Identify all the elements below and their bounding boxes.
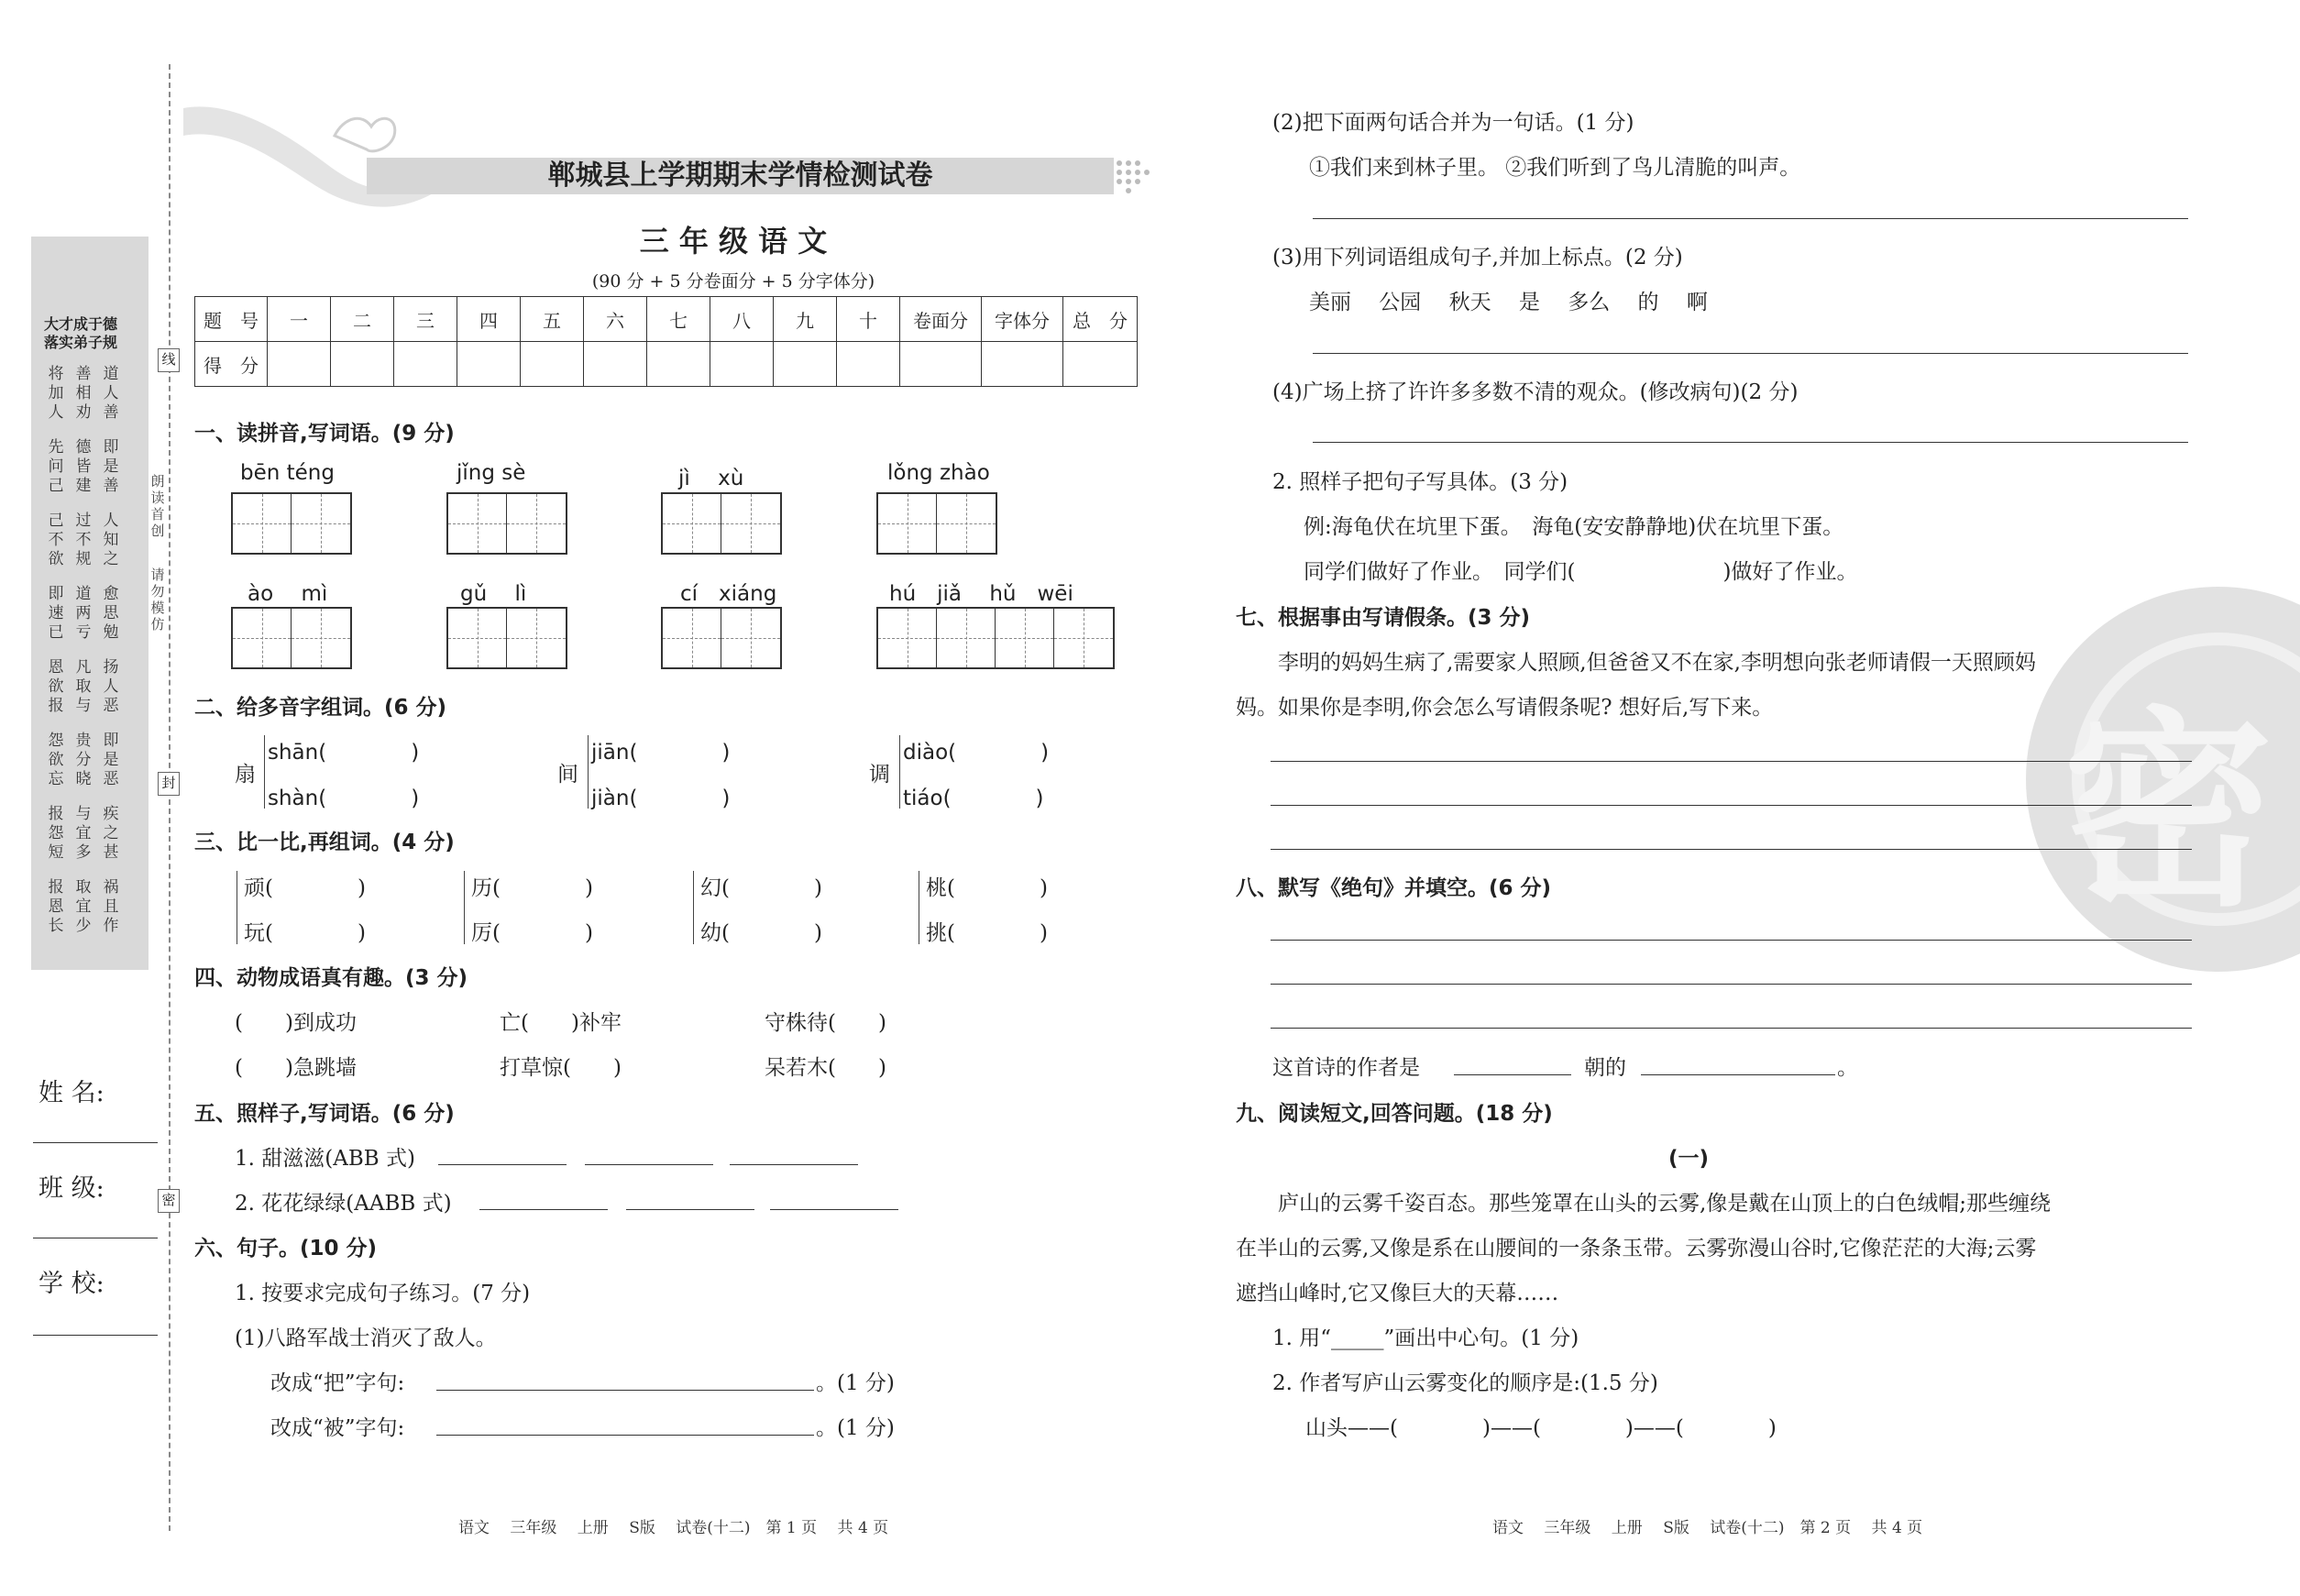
idiom-item[interactable]: 打草惊( ) <box>500 1056 622 1080</box>
motto-column: 取宜少 <box>75 878 92 935</box>
score-table <box>194 296 1138 387</box>
brace <box>264 735 265 809</box>
brace <box>588 735 589 809</box>
motto-column: 将加人 <box>48 365 64 422</box>
polyphone-item[interactable]: shàn( ) <box>268 787 420 810</box>
score-cell[interactable] <box>331 342 394 387</box>
score-note: (90 分 + 5 分卷面分 + 5 分字体分) <box>591 271 875 292</box>
compare-item[interactable]: 挑( ) <box>926 921 1048 945</box>
s3-label: (3)用下列词语组成句子,并加上标点。(2 分) <box>1272 246 1683 270</box>
motto-column: 人知之 <box>103 512 119 568</box>
score-header-cell: 八 <box>710 297 774 342</box>
brace <box>464 871 465 944</box>
motto-column: 即是善 <box>103 438 119 495</box>
footer-right: 语文 三年级 上册 S版 试卷(十二) 第 2 页 共 4 页 <box>1492 1519 1923 1537</box>
motto-header-line: 落实弟子规 <box>44 334 118 351</box>
secret-stamp <box>2026 587 2300 972</box>
score-header-cell: 十 <box>837 297 900 342</box>
fold-mark: 密 <box>158 1189 180 1213</box>
points: 。(1 分) <box>816 1416 895 1440</box>
q9-title: 九、阅读短文,回答问题。(18 分) <box>1236 1102 1553 1126</box>
pinyin-label: hú jiǎ hǔ wēi <box>889 582 1073 606</box>
q9-a1: 1. 用“_____”画出中心句。(1 分) <box>1272 1326 1579 1350</box>
q8-period: 。 <box>1837 1056 1858 1080</box>
answer-line[interactable] <box>1271 805 2192 806</box>
s3-text: 美丽 公园 秋天 是 多么 的 啊 <box>1309 291 1708 314</box>
score-header-cell: 三 <box>394 297 457 342</box>
answer-line[interactable] <box>1271 940 2192 941</box>
answer-line[interactable] <box>1271 1028 2192 1029</box>
exam-title: 郸城县上学期期末学情检测试卷 <box>547 160 933 192</box>
score-cell[interactable] <box>394 342 457 387</box>
brace <box>693 871 694 944</box>
motto-column: 贵分晓 <box>75 732 92 788</box>
q5-title: 五、照样子,写词语。(6 分) <box>194 1102 455 1126</box>
q8-dynasty-label: 朝的 <box>1584 1056 1626 1080</box>
motto-column: 愈思勉 <box>103 585 119 642</box>
fold-mark: 线 <box>158 348 180 372</box>
name-field[interactable] <box>33 1142 158 1143</box>
q6-title: 六、句子。(10 分) <box>194 1237 378 1260</box>
motto-header-line: 大才成于德 <box>44 315 118 333</box>
answer-line[interactable] <box>730 1164 858 1165</box>
s2-text: ①我们来到林子里。 ②我们听到了鸟儿清脆的叫声。 <box>1309 156 1801 180</box>
p2-question[interactable]: 同学们做好了作业。 同学们( )做好了作业。 <box>1304 560 1858 584</box>
bei-label: 改成“被”字句: <box>270 1416 405 1440</box>
score-header-cell: 二 <box>331 297 394 342</box>
answer-line[interactable] <box>585 1164 713 1165</box>
polyphone-item[interactable]: shān( ) <box>268 741 420 765</box>
score-header-cell: 九 <box>774 297 837 342</box>
passage-line: 庐山的云雾千姿百态。那些笼罩在山头的云雾,像是戴在山顶上的白色绒帽;那些缠绕 <box>1278 1192 2052 1216</box>
school-label: 学 校: <box>39 1270 105 1298</box>
score-header-row <box>195 297 1138 342</box>
idiom-item[interactable]: 守株待( ) <box>765 1011 886 1035</box>
compare-item[interactable]: 桃( ) <box>926 876 1048 900</box>
pinyin-label: jǐng sè <box>457 461 526 485</box>
score-cell[interactable] <box>584 342 647 387</box>
motto-column: 祸且作 <box>103 878 119 935</box>
name-label: 姓 名: <box>39 1079 105 1107</box>
passage-line: 遮挡山峰时,它又像巨大的天幕…… <box>1236 1282 1559 1305</box>
side-note: 请勿模仿 <box>150 567 165 633</box>
score-header-cell: 字体分 <box>982 297 1063 342</box>
class-label: 班 级: <box>39 1174 105 1203</box>
motto-column: 与宜多 <box>75 805 92 862</box>
motto-column: 德皆建 <box>75 438 92 495</box>
motto-column: 怨欲忘 <box>48 732 64 788</box>
points: 。(1 分) <box>816 1371 895 1395</box>
writing-grid[interactable] <box>876 492 997 555</box>
answer-line[interactable] <box>1271 984 2192 985</box>
writing-grid[interactable] <box>446 492 567 555</box>
score-cell[interactable] <box>982 342 1063 387</box>
score-header-cell: 题 号 <box>195 297 268 342</box>
score-cell[interactable] <box>268 342 331 387</box>
q4-title: 四、动物成语真有趣。(3 分) <box>194 966 468 990</box>
stamp-char: 密 <box>2063 688 2274 935</box>
q2-title: 二、给多音字组词。(6 分) <box>194 696 447 720</box>
writing-grid[interactable] <box>661 492 782 555</box>
motto-column: 报恩长 <box>48 878 64 935</box>
brace <box>899 735 900 809</box>
school-field[interactable] <box>33 1335 158 1336</box>
motto-column: 凡取与 <box>75 658 92 715</box>
q9-a2: 2. 作者写庐山云雾变化的顺序是:(1.5 分) <box>1272 1371 1658 1395</box>
pinyin-label: lǒng zhào <box>887 461 990 485</box>
q8-title: 八、默写《绝句》并填空。(6 分) <box>1236 876 1552 900</box>
q1-title: 一、读拼音,写词语。(9 分) <box>194 422 455 446</box>
q7-line: 妈。如果你是李明,你会怎么写请假条呢? 想好后,写下来。 <box>1236 696 1774 720</box>
polyphone-item[interactable]: jiān( ) <box>591 741 731 765</box>
q6-sub1: 1. 按要求完成句子练习。(7 分) <box>235 1282 531 1305</box>
p2-example: 例:海龟伏在坑里下蛋。 海龟(安安静静地)伏在坑里下蛋。 <box>1304 515 1844 539</box>
pinyin-label: jì xù <box>678 467 744 490</box>
motto-column: 善相劝 <box>75 365 92 422</box>
answer-line[interactable] <box>438 1164 567 1165</box>
q3-title: 三、比一比,再组词。(4 分) <box>194 831 455 854</box>
motto-column: 即速已 <box>48 585 64 642</box>
footer-left: 语文 三年级 上册 S版 试卷(十二) 第 1 页 共 4 页 <box>458 1519 889 1537</box>
answer-line[interactable] <box>1313 442 2188 443</box>
q6-sentence: (1)八路军战士消灭了敌人。 <box>235 1326 497 1350</box>
bei-answer-line[interactable] <box>436 1435 814 1436</box>
score-value-row <box>195 342 1138 387</box>
side-note: 朗读首创 <box>150 473 165 539</box>
score-header-cell: 六 <box>584 297 647 342</box>
pinyin-label: bēn téng <box>240 461 335 485</box>
motto-column: 己不欲 <box>48 512 64 568</box>
motto-column: 先问己 <box>48 438 64 495</box>
writing-grid[interactable] <box>231 607 352 669</box>
compare-item[interactable]: 玩( ) <box>244 921 366 945</box>
dynasty-blank[interactable] <box>1641 1074 1835 1075</box>
p2-label: 2. 照样子把句子写具体。(3 分) <box>1272 470 1568 494</box>
polyphone-char: 间 <box>557 763 578 787</box>
score-header-cell: 七 <box>647 297 710 342</box>
motto-column: 过不规 <box>75 512 92 568</box>
polyphone-item[interactable]: diào( ) <box>903 741 1050 765</box>
motto-column: 报怨短 <box>48 805 64 862</box>
ba-answer-line[interactable] <box>436 1390 814 1391</box>
score-cell[interactable] <box>521 342 584 387</box>
answer-line[interactable] <box>1313 218 2188 219</box>
idiom-item[interactable]: ( )到成功 <box>235 1011 357 1035</box>
pinyin-label: cí xiáng <box>680 582 777 606</box>
fold-mark: 封 <box>158 772 180 796</box>
score-header-cell: 四 <box>457 297 521 342</box>
answer-line[interactable] <box>1271 761 2192 762</box>
writing-grid[interactable] <box>231 492 352 555</box>
idiom-item[interactable]: ( )急跳墙 <box>235 1056 357 1080</box>
compare-item[interactable]: 顽( ) <box>244 876 366 900</box>
compare-item[interactable]: 幼( ) <box>700 921 822 945</box>
polyphone-char: 调 <box>869 763 890 787</box>
score-cell[interactable] <box>900 342 982 387</box>
motto-column: 道两亏 <box>75 585 92 642</box>
motto-column: 恩欲报 <box>48 658 64 715</box>
passage-line: 在半山的云雾,又像是系在山腰间的一条条玉带。云雾弥漫山谷时,它像茫茫的大海;云雾 <box>1236 1237 2037 1260</box>
q9-section: (一) <box>1668 1147 1710 1171</box>
pinyin-label: gǔ lì <box>460 582 527 606</box>
motto-column: 疾之甚 <box>103 805 119 862</box>
pattern-item: 2. 花花绿绿(AABB 式) <box>235 1192 452 1216</box>
score-row-label: 得 分 <box>195 342 268 387</box>
compare-item[interactable]: 厉( ) <box>471 921 593 945</box>
answer-line[interactable] <box>1313 353 2188 354</box>
idiom-item[interactable]: 呆若木( ) <box>765 1056 886 1080</box>
s4-label: (4)广场上挤了许许多多数不清的观众。(修改病句)(2 分) <box>1272 380 1799 404</box>
writing-grid[interactable] <box>661 607 782 669</box>
score-header-cell: 一 <box>268 297 331 342</box>
score-cell[interactable] <box>710 342 774 387</box>
answer-line[interactable] <box>1271 849 2192 850</box>
answer-line[interactable] <box>626 1209 754 1210</box>
polyphone-item[interactable]: tiáo( ) <box>903 787 1044 810</box>
score-header-cell: 卷面分 <box>900 297 982 342</box>
q8-author-label: 这首诗的作者是 <box>1272 1056 1420 1080</box>
idiom-item[interactable]: 亡( )补牢 <box>500 1011 622 1035</box>
score-cell[interactable] <box>457 342 521 387</box>
motto-header <box>44 315 117 352</box>
answer-line[interactable] <box>770 1209 898 1210</box>
polyphone-char: 扇 <box>235 763 256 787</box>
banner-dots-icon <box>1114 158 1154 194</box>
score-cell[interactable] <box>837 342 900 387</box>
motto-column: 道人善 <box>103 365 119 422</box>
fold-line <box>169 64 171 1531</box>
q7-title: 七、根据事由写请假条。(3 分) <box>1236 606 1531 630</box>
compare-item[interactable]: 历( ) <box>471 876 593 900</box>
author-blank[interactable] <box>1454 1074 1571 1075</box>
q7-line: 李明的妈妈生病了,需要家人照顾,但爸爸又不在家,李明想向张老师请假一天照顾妈 <box>1278 651 2036 675</box>
pinyin-label: ào mì <box>248 582 328 606</box>
score-header-cell: 总 分 <box>1063 297 1138 342</box>
answer-line[interactable] <box>479 1209 608 1210</box>
score-cell[interactable] <box>774 342 837 387</box>
exam-subtitle: 三 年 级 语 文 <box>639 224 828 259</box>
q9-a2-sequence[interactable]: 山头——( )——( )——( ) <box>1305 1416 1777 1440</box>
writing-grid[interactable] <box>446 607 567 669</box>
ba-label: 改成“把”字句: <box>270 1371 405 1395</box>
writing-grid[interactable] <box>876 607 1115 669</box>
s2-label: (2)把下面两句话合并为一句话。(1 分) <box>1272 111 1634 135</box>
score-cell[interactable] <box>1063 342 1138 387</box>
pattern-item: 1. 甜滋滋(ABB 式) <box>235 1147 415 1171</box>
motto-column: 即是恶 <box>103 732 119 788</box>
score-cell[interactable] <box>647 342 710 387</box>
score-header-cell: 五 <box>521 297 584 342</box>
polyphone-item[interactable]: jiàn( ) <box>591 787 731 810</box>
motto-column: 扬人恶 <box>103 658 119 715</box>
compare-item[interactable]: 幻( ) <box>700 876 822 900</box>
